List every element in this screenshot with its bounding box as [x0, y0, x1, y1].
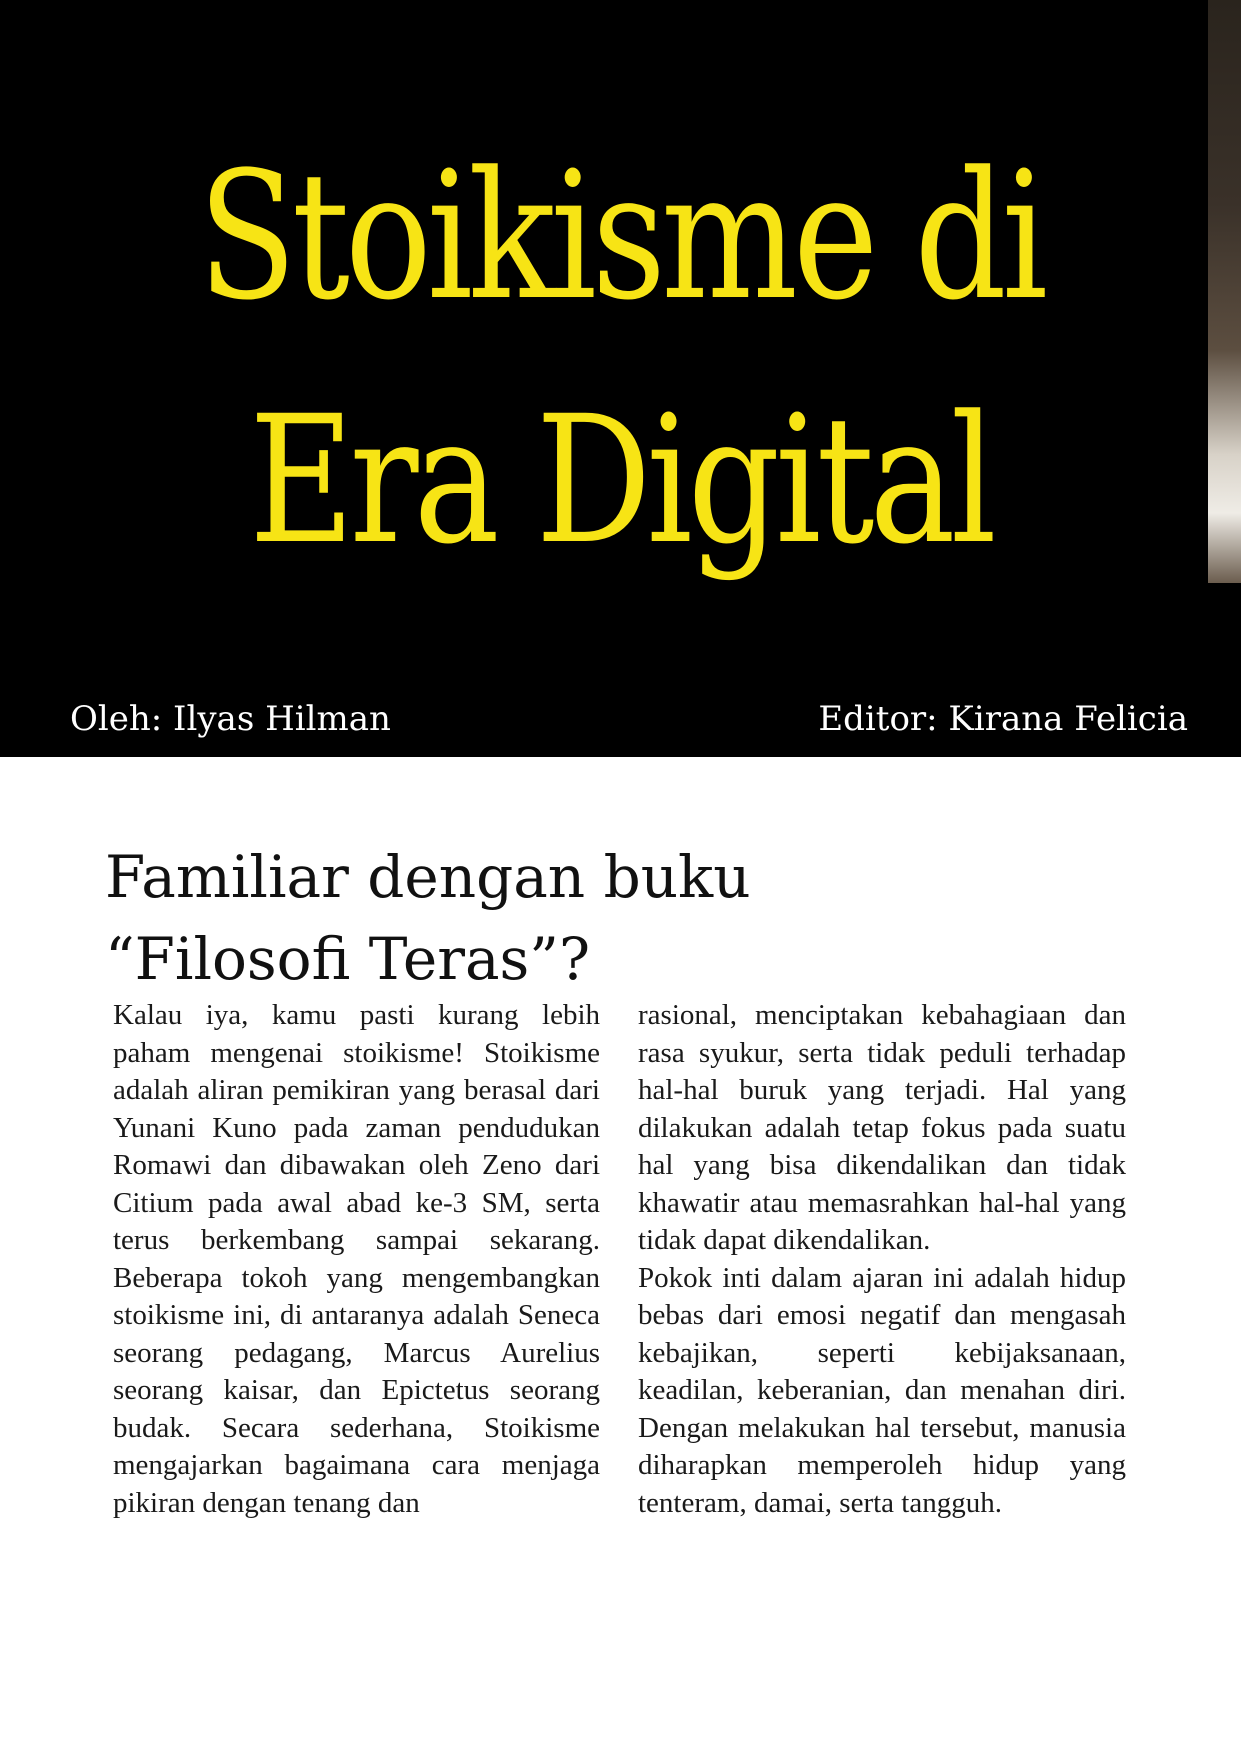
article-title-line-2: Era Digital: [249, 378, 992, 583]
hero-photo-edge: [1208, 0, 1241, 583]
section-heading-line-1: Familiar dengan buku: [105, 843, 751, 911]
body-paragraph: Pokok inti dalam ajaran ini adalah hidup bebas dari emosi negatif dan mengasah kebajikan, seperti kebijaksanaan, keadilan, keberanian, dan menahan diri. Dengan melakukan hal tersebut, manusia diharapkan memperoleh hidup yang tenteram, damai, serta tangguh.: [638, 1261, 1126, 1519]
section-heading-line-2: “Filosofi Teras”?: [105, 925, 591, 993]
article-title: [112, 115, 1130, 603]
body-column-right: [638, 997, 1126, 1522]
section-heading: [105, 836, 1005, 1000]
editor-byline: Editor: Kirana Felicia: [818, 699, 1188, 739]
hero-banner: [0, 0, 1241, 757]
article-title-line-1: Stoikisme di: [197, 134, 1044, 339]
body-column-left: [113, 997, 600, 1522]
body-paragraph: Kalau iya, kamu pasti kurang lebih paham mengenai stoikisme! Stoikisme adalah aliran pemikiran yang berasal dari Yunani Kuno pada zaman pendudukan Romawi dan dibawakan oleh Zeno dari Citium pada awal abad ke-3 SM, serta terus berkembang sampai sekarang. Beberapa tokoh yang mengembangkan stoikisme ini, di antaranya adalah Seneca seorang pedagang, Marcus Aurelius seorang kaisar, dan Epictetus seorang budak. Secara sederhana, Stoikisme mengajarkan bagaimana cara menjaga pikiran dengan tenang dan: [113, 999, 600, 1519]
author-byline: Oleh: Ilyas Hilman: [70, 699, 391, 739]
body-paragraph: rasional, menciptakan kebahagiaan dan rasa syukur, serta tidak peduli terhadap hal-hal buruk yang terjadi. Hal yang dilakukan adalah tetap fokus pada suatu hal yang bisa dikendalikan dan tidak khawatir atau memasrahkan hal-hal yang tidak dapat dikendalikan.: [638, 999, 1126, 1256]
